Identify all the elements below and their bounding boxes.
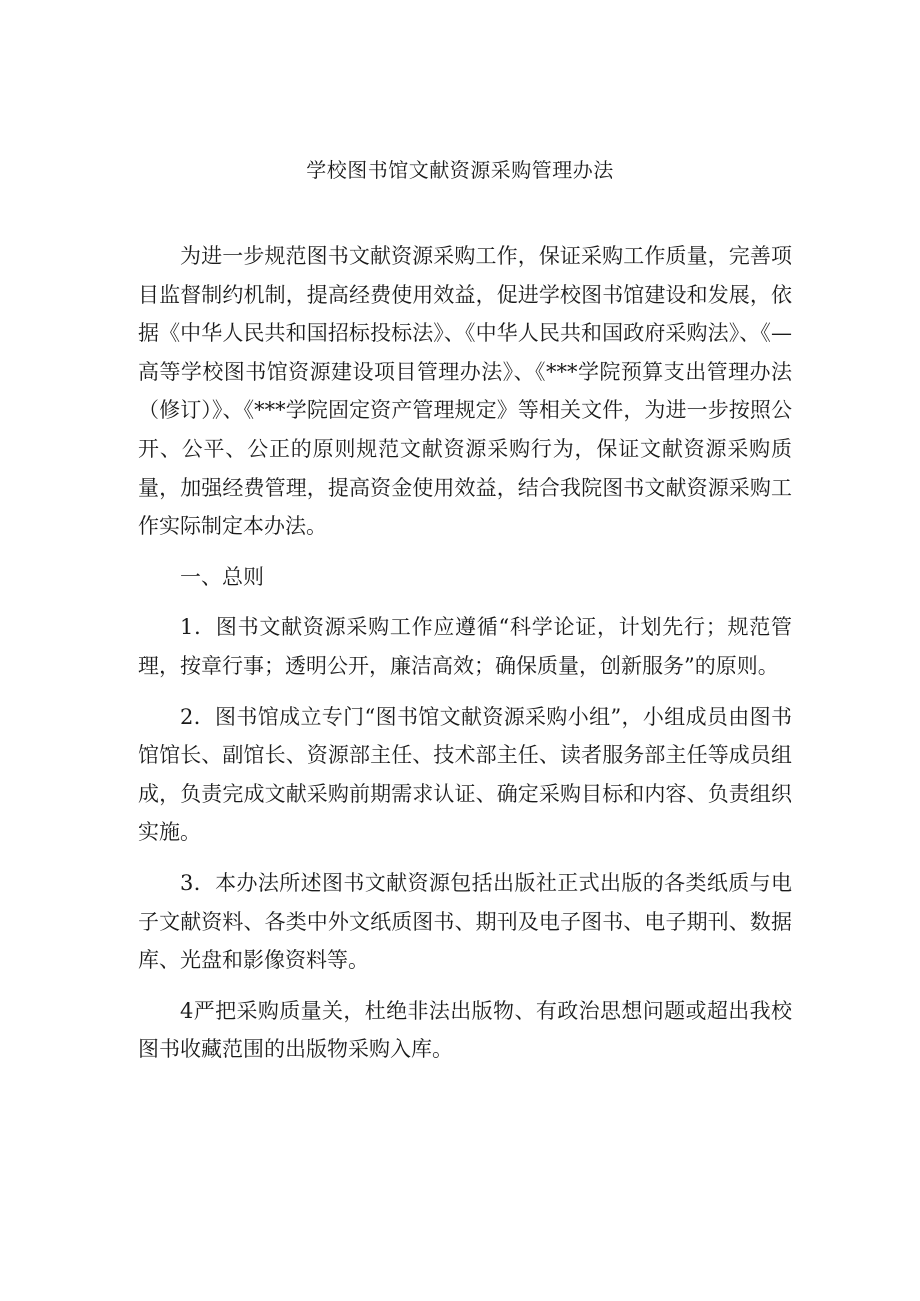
paragraph-item-4: 4严把采购质量关，杜绝非法出版物、有政治思想问题或超出我校图书收藏范围的出版物采购入库。 (138, 998, 792, 1062)
section-heading-general: 一、总则 (180, 564, 264, 589)
document-title: 学校图书馆文献资源采购管理办法 (306, 158, 614, 182)
paragraph-item-1: 1．图书文献资源采购工作应遵循“科学论证，计划先行；规范管理，按章行事；透明公开，廉洁高效；确保质量，创新服务”的原则。 (138, 615, 792, 678)
paragraph-preamble: 为进一步规范图书文献资源采购工作，保证采购工作质量，完善项目监督制约机制，提高经费使用效益，促进学校图书馆建设和发展，依据《中华人民共和国招标投标法》、《中华人民共和国政府采购法》、《—高等学校图书馆资源建设项目管理办法》、《***学院预算支出管理办法（修订）》、《***学院固定资产管理规定》等相关文件，为进一步按照公开、公平、公正的原则规范文献资源采购行为，保证文献资源采购质量，加强经费管理，提高资金使用效益，结合我院图书文献资源采购工作实际制定本办法。 (138, 244, 792, 539)
document-body (138, 237, 792, 1069)
paragraph-item-3: 3．本办法所述图书文献资源包括出版社正式出版的各类纸质与电子文献资料、各类中外文纸质图书、期刊及电子图书、电子期刊、数据库、光盘和影像资料等。 (138, 870, 792, 973)
paragraph-item-2: 2．图书馆成立专门“图书馆文献资源采购小组”，小组成员由图书馆馆长、副馆长、资源部主任、技术部主任、读者服务部主任等成员组成，负责完成文献采购前期需求认证、确定采购目标和内容、负责组织实施。 (138, 704, 792, 845)
